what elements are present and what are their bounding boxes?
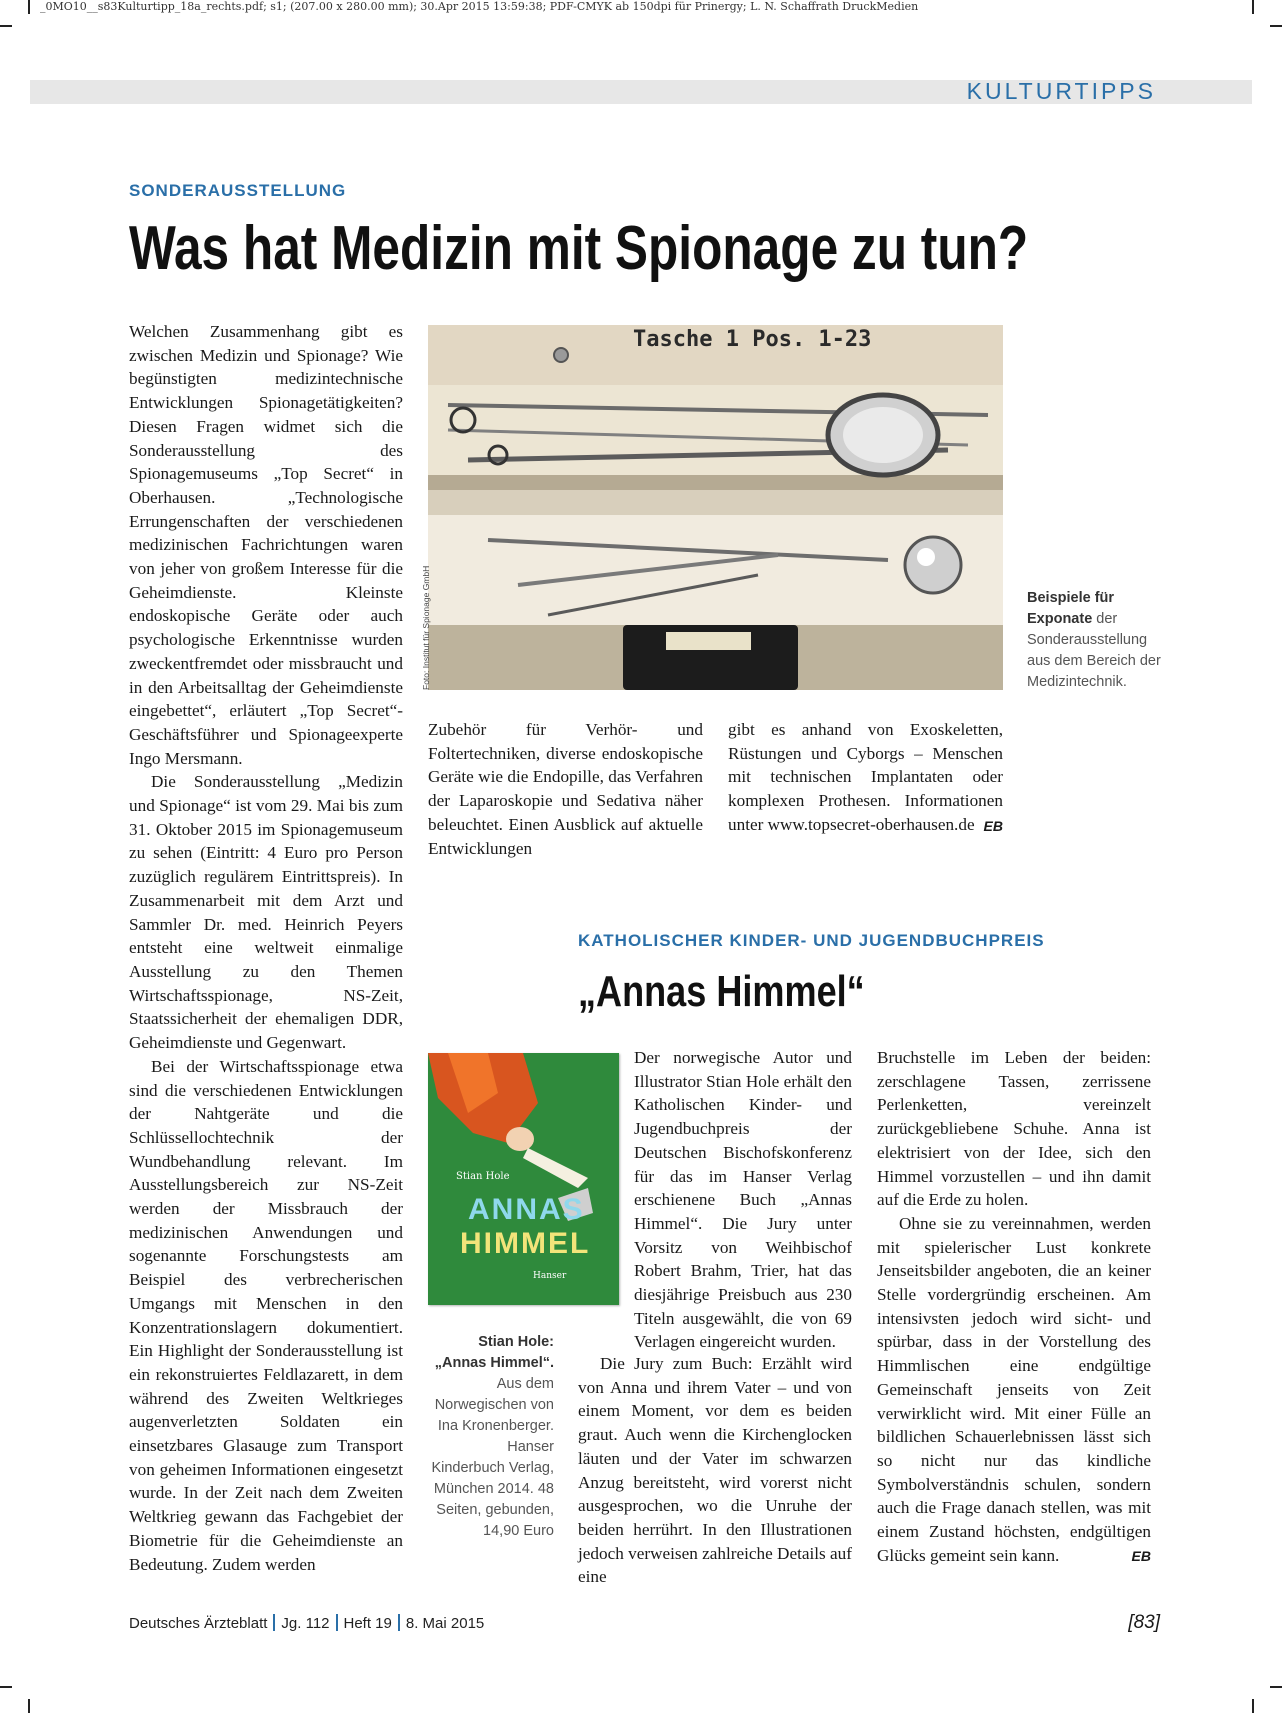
- article1-column-1: [129, 320, 403, 1576]
- article2-kicker: KATHOLISCHER KINDER- UND JUGENDBUCHPREIS: [578, 931, 1045, 950]
- article1-col1-paragraph: Welchen Zusammenhang gibt es zwischen Medizin und Spionage? Wie begünstigten medizintechnische Entwicklungen Spionagetätigkeiten? Diesen Fragen widmet sich die Sonderausstellung des Spionagemuseums „Top Secret“ in Oberhausen. „Technologische Errungenschaften der verschiedenen medizinischen Fachrichtungen waren von jeher von großem Interesse für die Geheimdienste. Kleinste endoskopische Geräte oder auch psychologische Erkenntnisse wurden zweckentfremdet oder missbraucht und in den Arbeitsalltag der Geheimdienste eingebettet“, erläutert „Top Secret“-Geschäftsführer und Spionageexperte Ingo Mersmann.: [129, 322, 403, 768]
- book-caption: [430, 1332, 554, 1542]
- article1-col1-paragraph: Die Sonderausstellung „Medizin und Spionage“ ist vom 29. Mai bis zum 31. Oktober 2015 im Spionagemuseum zu sehen (Eintritt: 4 Euro pro Person zuzüglich regulärem Eintrittspreis). In Zusammenarbeit mit dem Arzt und Sammler Dr. med. Heinrich Peyers entsteht eine weltweit einmalige Ausstellung zu den Themen Wirtschaftsspionage, NS-Zeit, Staatssicherheit der ehemaligen DDR, Geheimdienste und Gegenwart.: [129, 772, 403, 1053]
- book-cover-title-2: HIMMEL: [460, 1227, 591, 1260]
- article2-col2-paragraph: Ohne sie zu vereinnahmen, werden mit spielerischer Lust konkrete Jenseitsbilder angeboten, die an keiner Stelle vordergründig erscheinen. Am intensivsten jedoch wird sicht- und spürbar, dass in der Vorstellung des Himmlischen eine endgültige Gemeinschaft jenseits von Zeit verwirklicht wird. Mit einer Fülle an bildlichen Schauerlebnissen lässt sich so nicht nur das kindliche Symbolverständnis schulen, sondern auch die Frage danach stellen, was mit einem Zustand höchsten, endgültigen Glücks gemeint sein kann.: [877, 1213, 1151, 1565]
- article1-col3-paragraph: gibt es anhand von Exoskeletten, Rüstungen und Cyborgs – Menschen mit technischen Implantaten oder komplexen Prothesen. Informationen unter www.topsecret-oberhausen.de: [728, 720, 1003, 834]
- crop-mark: [0, 1686, 12, 1688]
- exhibit-photo-caption: [1027, 588, 1167, 693]
- footer-issue: Heft 19: [343, 1615, 392, 1632]
- article2-col1-paragraph: [634, 1046, 852, 1354]
- crop-mark: [1252, 1699, 1254, 1713]
- article2-signature: EB: [1131, 1548, 1151, 1565]
- book-cover-title-1: ANNAS: [468, 1193, 585, 1226]
- footer-journal: Deutsches Ärzteblatt: [129, 1615, 268, 1632]
- exhibit-photo: [428, 325, 1003, 690]
- article2-headline: „Annas Himmel“: [578, 967, 865, 1016]
- article1-column-2: [428, 718, 703, 860]
- exhibit-photo-image: [428, 325, 1003, 690]
- footer-separator: [273, 1614, 275, 1631]
- crop-mark: [1270, 1686, 1282, 1688]
- article2-col1-text: Der norwegische Autor und Illustrator Stian Hole erhält den Katholischen Kinder- und Jugendbuchpreis der Deutschen Bischofskonferenz für das im Hanser Verlag erschienene Buch „Annas Himmel“. Die Jury unter Vorsitz von Weihbischof Robert Brahm, Trier, hat das diesjährige Preisbuch aus 230 Titeln ausgewählt, die von 69 Verlagen eingereicht wurden.: [634, 1048, 852, 1352]
- article2-col2-paragraph: Bruchstelle im Leben der beiden: zerschlagene Tassen, zerrissene Perlenketten, vereinzelt zurückgebliebene Schuhe. Anna ist elektrisiert von der Idee, sich den Himmel vorzustellen – und ihn damit auf die Erde zu holen.: [877, 1048, 1151, 1210]
- article2-column-1-bottom: [578, 1352, 852, 1589]
- photo-credit: Foto: Institut für Spionage GmbH: [421, 565, 431, 690]
- footer-date: 8. Mai 2015: [405, 1615, 485, 1632]
- footer-separator: [336, 1614, 338, 1631]
- crop-mark: [28, 0, 30, 14]
- book-caption-bold: Stian Hole: „Annas Himmel“.: [434, 1334, 554, 1371]
- crop-mark: [28, 1699, 30, 1713]
- print-info-line: _0MO10__s83Kulturtipp_18a_rechts.pdf; s1; (207.00 x 280.00 mm); 30.Apr 2015 13:59:38; PDF-CMYK ab 150dpi für Prinergy; L. N. Schaffrath DruckMedien: [40, 0, 919, 13]
- article1-col2-paragraph: Zubehör für Verhör- und Foltertechniken, diverse endoskopische Geräte wie die Endopille, das Verfahren der Laparoskopie und Sedativa näher beleuchtet. Einen Ausblick auf aktuelle Entwicklungen: [428, 720, 703, 858]
- footer-volume: Jg. 112: [281, 1615, 330, 1632]
- article1-signature: EB: [983, 817, 1003, 834]
- book-cover-publisher: Hanser: [533, 1271, 567, 1281]
- book-cover-author: Stian Hole: [456, 1171, 510, 1182]
- crop-mark: [1270, 25, 1282, 27]
- book-cover: [428, 1053, 619, 1305]
- article2-column-2: [877, 1046, 1151, 1569]
- exhibit-photo-label: Tasche 1 Pos. 1-23: [633, 327, 872, 352]
- footer-separator: [398, 1614, 400, 1631]
- article1-column-3: [728, 718, 1003, 838]
- footer: [129, 1614, 484, 1632]
- article1-headline: Was hat Medizin mit Spionage zu tun?: [129, 214, 1029, 283]
- article1-col1-paragraph: Bei der Wirtschaftsspionage etwa sind die verschiedenen Entwicklungen der Nahtgeräte und die Schlüssellochtechnik der Wundbehandlung relevant. Im Ausstellungsbereich zur NS-Zeit werden der Missbrauch der medizinischen Anwendungen und sogenannte Forschungstests am Beispiel des verbrecherischen Umgangs mit Menschen in den Konzentrationslagern dokumentiert. Ein Highlight der Sonderausstellung ist ein rekonstruiertes Feldlazarett, in dem während des Zweiten Weltkrieges augenverletzten Soldaten ein einsetzbares Glasauge zum Transport von geheimen Informationen eingesetzt wurde. In der Zeit nach dem Zweiten Weltkrieg gewann das Fachgebiet der Biometrie für die Geheimdienste an Bedeutung. Zudem werden: [129, 1056, 403, 1574]
- article2-col1-paragraph: Die Jury zum Buch: Erzählt wird von Anna und ihrem Vater – und von einem Moment, vor dem es beiden graut. Auch wenn die Kirchenglocken läuten und der Vater im schwarzen Anzug bereitsteht, wird vorerst nicht ausgesprochen, wo die Unruhe der beiden herrührt. In den Illustrationen jedoch verweisen zahlreiche Details auf eine: [578, 1354, 852, 1587]
- crop-mark: [0, 25, 12, 27]
- caption-text: der Sonderausstellung aus dem Bereich der Medizintechnik.: [1027, 611, 1161, 690]
- article2-column-1-top: [634, 1046, 852, 1354]
- caption-bold-text: Beispiele für Exponate: [1027, 590, 1115, 627]
- section-label: KULTURTIPPS: [966, 78, 1156, 104]
- article1-kicker: SONDERAUSSTELLUNG: [129, 181, 347, 200]
- crop-mark: [1252, 0, 1254, 14]
- book-caption-text: Aus dem Norwegischen von Ina Kronenberger. Hanser Kinderbuch Verlag, München 2014. 48 Seiten, gebunden, 14,90 Euro: [431, 1376, 554, 1539]
- page-number: [83]: [1128, 1612, 1160, 1633]
